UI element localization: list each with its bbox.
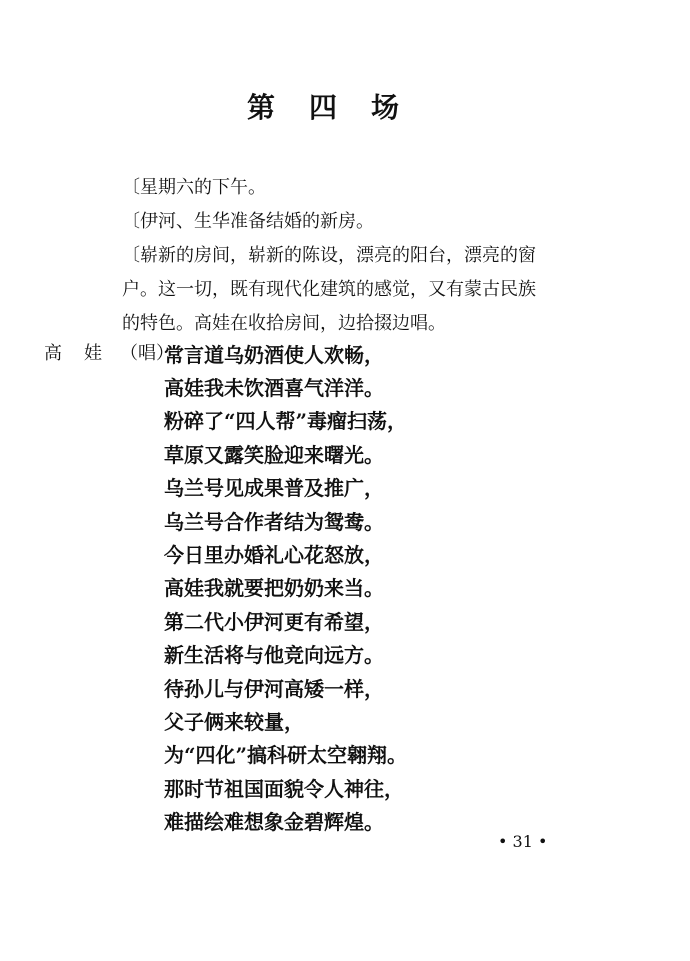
scene-title: 第四场: [246, 91, 433, 124]
stage-direction-action: 的特色。高娃在收拾房间，边拾掇边唱。: [122, 313, 446, 334]
lyric-line: 待孙儿与伊河高矮一样，: [164, 676, 384, 701]
page-number: • 31 •: [498, 832, 548, 851]
stage-direction-setting: 〔伊河、生华准备结婚的新房。: [122, 211, 374, 232]
lyric-line: 常言道乌奶酒使人欢畅，: [164, 343, 384, 367]
lyric-line: 乌兰号合作者结为鸳鸯。: [164, 509, 384, 534]
lyric-line: 粉碎了“四人帮”毒瘤扫荡，: [164, 409, 408, 434]
lyric-line: 乌兰号见成果普及推广，: [164, 476, 384, 501]
song-lyrics: [164, 372, 407, 839]
lyric-line: 今日里办婚礼心花怒放，: [164, 542, 384, 567]
lyric-line: 高娃我就要把奶奶来当。: [164, 576, 384, 601]
lyric-line: 为“四化”搞科研太空翱翔。: [164, 743, 408, 768]
lyric-line: 第二代小伊河更有希望，: [164, 609, 384, 634]
lyric-line: 高娃我未饮酒喜气洋洋。: [164, 376, 384, 400]
speaker-name: 高娃: [44, 343, 124, 364]
stage-direction-time: 〔星期六的下午。: [122, 177, 266, 198]
stage-direction-room: 〔崭新的房间，崭新的陈设，漂亮的阳台，漂亮的窗: [122, 245, 536, 266]
lyric-line: 那时节祖国面貌令人神往，: [164, 776, 404, 801]
lyric-line: 草原又露笑脸迎来曙光。: [164, 442, 384, 467]
singing-direction: （唱）: [120, 343, 174, 364]
lyric-line: 父子俩来较量，: [164, 709, 304, 734]
stage-direction-room-cont: 户。这一切，既有现代化建筑的感觉，又有蒙古民族: [122, 279, 536, 300]
lyric-line: 难描绘难想象金碧辉煌。: [164, 810, 384, 835]
lyric-line: 新生活将与他竞向远方。: [164, 643, 384, 668]
stage-directions: [122, 171, 602, 341]
